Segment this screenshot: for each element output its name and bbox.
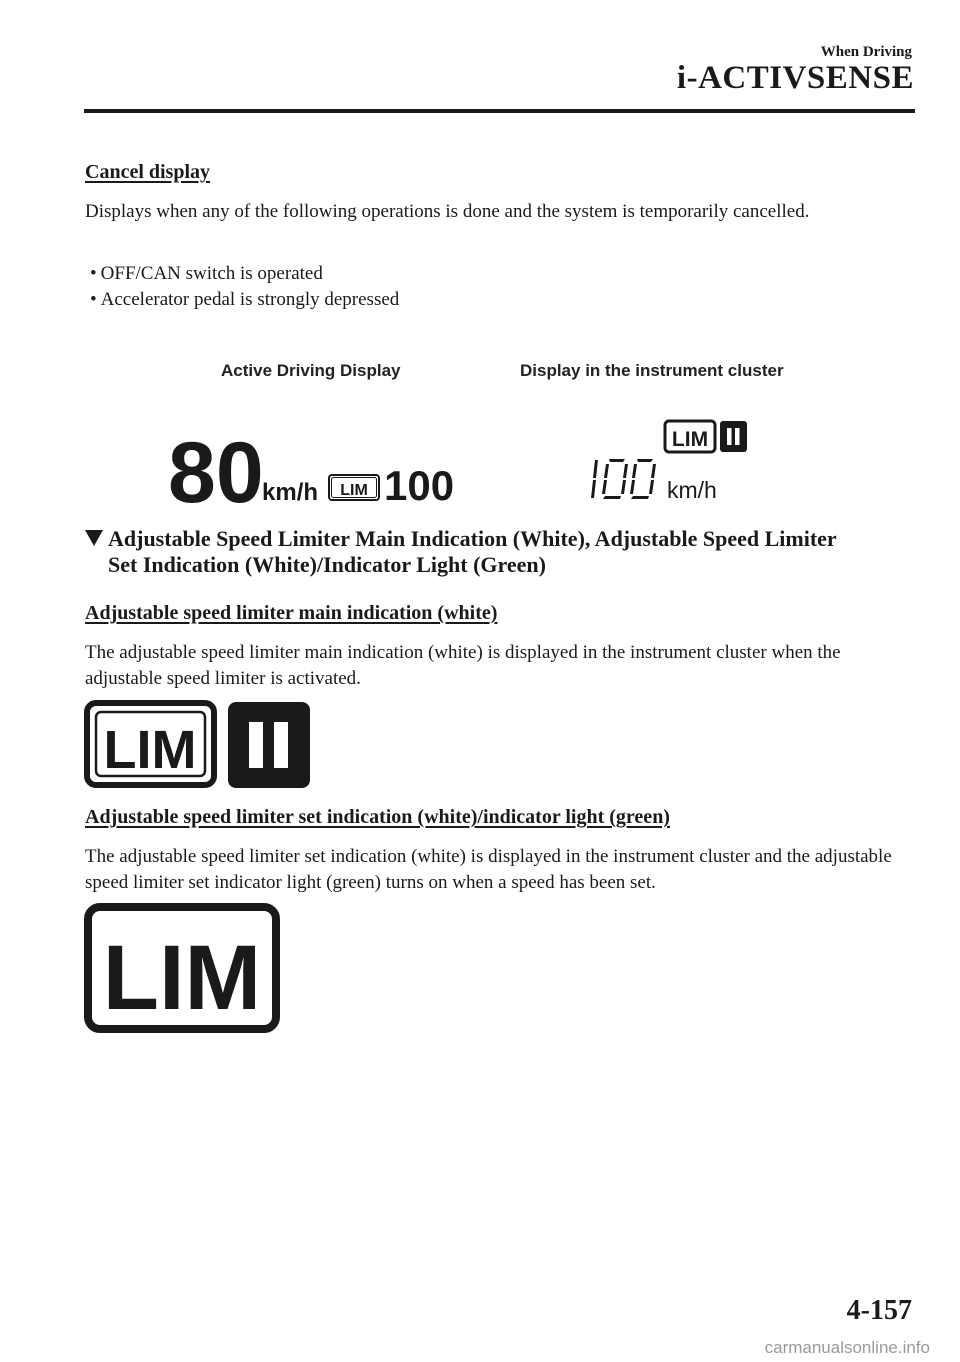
main-indication-title: Adjustable speed limiter main indication (white)	[85, 602, 498, 624]
limiter-filled-icon	[228, 702, 310, 788]
svg-text:LIM: LIM	[340, 482, 368, 499]
active-set-speed: 100	[384, 462, 455, 509]
figure-label-active-driving-display: Active Driving Display	[221, 361, 401, 380]
header-rule	[84, 109, 915, 113]
page-number: 4-157	[846, 1295, 912, 1326]
set-indication-body: The adjustable speed limiter set indication (white) is displayed in the instrument cluster and the adjustable speed limiter set indicator light (green) turns on when a speed has been set.	[85, 846, 892, 893]
instrument-cluster-figure	[585, 418, 750, 503]
cancel-display-body: Displays when any of the following operations is done and the system is temporarily cancelled.	[85, 201, 810, 222]
section-heading-line-2: Set Indication (White)/Indicator Light (Green)	[108, 552, 546, 577]
lim-outline-icon	[665, 421, 715, 452]
active-speed-unit: km/h	[262, 479, 319, 506]
active-speed-value: 80	[168, 430, 264, 512]
svg-text:LIM: LIM	[102, 927, 262, 1029]
svg-text:LIM: LIM	[103, 720, 197, 780]
lim-outline-icon	[87, 703, 214, 785]
limiter-filled-icon	[720, 421, 747, 452]
header-section-title: When Driving	[820, 44, 912, 60]
svg-text:LIM: LIM	[671, 428, 709, 451]
segment-speed-readout	[591, 459, 656, 499]
section-heading	[108, 526, 928, 578]
section-heading-line-1: Adjustable Speed Limiter Main Indication (White), Adjustable Speed Limiter	[108, 526, 837, 551]
main-indication-body: The adjustable speed limiter main indication (white) is displayed in the instrument cluster when the adjustable speed limiter is activated.	[85, 642, 841, 689]
list-item: • Accelerator pedal is strongly depressed	[90, 287, 399, 313]
lim-outline-icon	[88, 907, 276, 1029]
figure-label-instrument-cluster: Display in the instrument cluster	[520, 361, 784, 380]
triangle-bullet-icon	[85, 530, 103, 546]
lim-outline-icon	[329, 475, 379, 500]
set-indication-icon	[84, 903, 282, 1033]
set-indication-title: Adjustable speed limiter set indication (white)/indicator light (green)	[85, 806, 670, 828]
cancel-display-title: Cancel display	[85, 161, 211, 183]
active-driving-display-figure	[160, 430, 480, 512]
list-item: • OFF/CAN switch is operated	[90, 261, 399, 287]
header-chapter-title: i-ACTIVSENSE	[676, 60, 914, 96]
cluster-speed-unit: km/h	[667, 477, 717, 503]
cancel-display-list	[90, 261, 399, 313]
main-indication-icon	[84, 700, 314, 790]
watermark[interactable]: carmanualsonline.info	[764, 1338, 930, 1357]
